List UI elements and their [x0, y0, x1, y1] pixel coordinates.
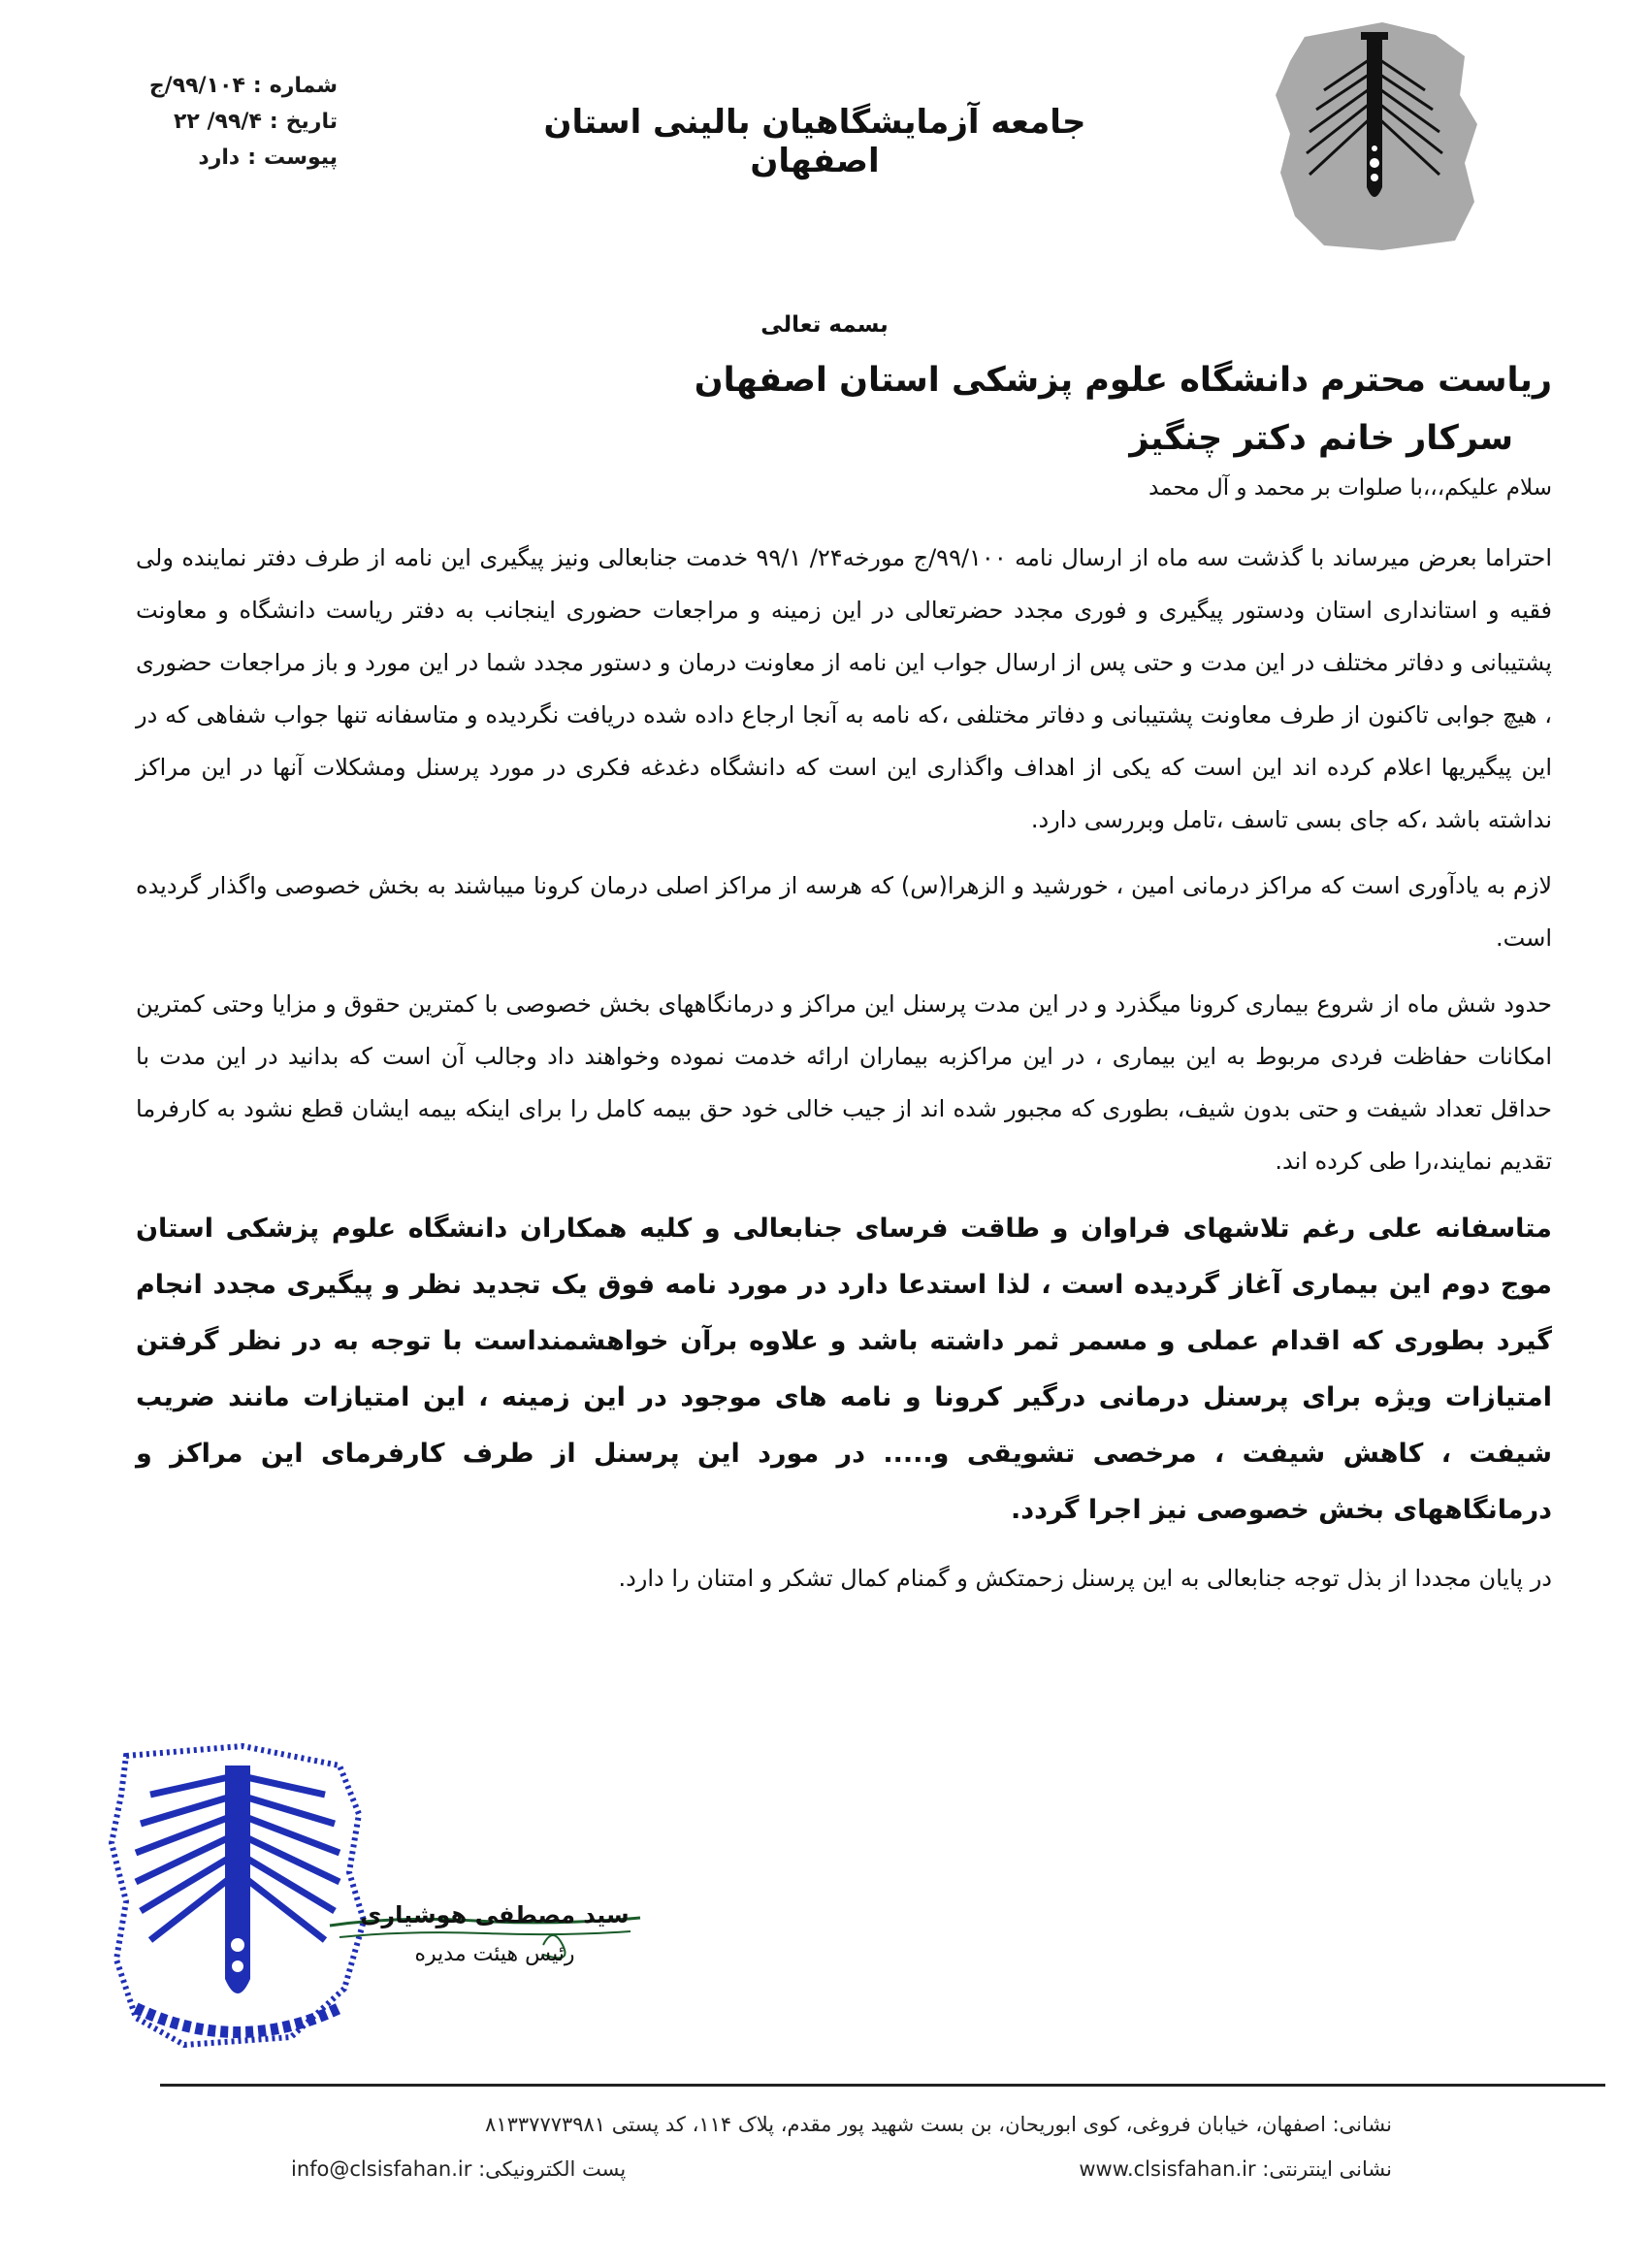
- addressee-line-1: ریاست محترم دانشگاه علوم پزشکی استان اصفهان: [694, 361, 1552, 400]
- footer-email: پست الکترونیکی: info@clsisfahan.ir: [291, 2157, 627, 2181]
- website-link[interactable]: www.clsisfahan.ir: [1079, 2157, 1256, 2181]
- closing-paragraph: در پایان مجددا از بذل توجه جنابعالی به این پرسنل زحمتکش و گمنام کمال تشکر و امتنان را دارد.: [618, 1565, 1552, 1592]
- organization-logo: [1266, 17, 1484, 255]
- letter-body: [136, 532, 1552, 1618]
- footer-website: نشانی اینترنتی: www.clsisfahan.ir: [1079, 2157, 1392, 2181]
- footer-contact-row: [291, 2150, 1392, 2188]
- letter-meta: [105, 68, 338, 176]
- footer-divider: [160, 2084, 1605, 2087]
- letter-date: تاریخ:۹۹/۴/ ۲۲: [173, 110, 338, 134]
- letter-attachment: پیوست:دارد: [198, 146, 338, 170]
- greeting: سلام علیکم،،،با صلوات بر محمد و آل محمد: [1148, 475, 1552, 501]
- letter-footer: [291, 2105, 1392, 2188]
- paragraph: احتراما بعرض میرساند با گذشت سه ماه از ارسال نامه ۹۹/۱۰۰/ج مورخه۲۴/ ۹۹/۱ خدمت جنابعالی ونیز پیگیری این نامه از طرف دفتر نماینده ولی فقیه و استانداری استان ودستور پیگیری و فوری مجدد حضرتعالی در این زمینه و مراجعات حضوری اینجانب به دفتر ریاست دانشگاه و معاونت پشتیبانی و دفاتر مختلف در این مدت و حتی پس از ارسال جواب این نامه از معاونت درمان و دستور مجدد شما در این مورد و باز مراجعات حضوری ، هیچ جوابی تاکنون از طرف معاونت پشتیبانی و دفاتر مختلفی ،که نامه به آنجا ارجاع داده شده دریافت نگردیده و متاسفانه تنها جواب شفاهی که در این پیگیریها اعلام کرده اند این است که یکی از اهداف واگذاری این است که دانشگاه دغدغه فکری در مورد پرسنل ومشکلات آنها در این مراکز نداشته باشد ،که جای بسی تاسف ،تامل وبررسی دارد.: [136, 544, 1553, 833]
- signer-title: رئیس هیئت مدیره: [414, 1942, 575, 1966]
- letter-number: شماره:۹۹/۱۰۴/ج: [148, 74, 338, 98]
- letter-date-value: ۹۹/۴/ ۲۲: [173, 110, 262, 134]
- paragraph: لازم به یادآوری است که مراکز درمانی امین ، خورشید و الزهرا(س) که هرسه از مراکز اصلی درمان کرونا میباشند به بخش خصوصی واگذار گردیده است.: [136, 872, 1552, 952]
- signer-name: سید مصطفی هوشیاری: [360, 1901, 630, 1928]
- footer-address: نشانی: اصفهان، خیابان فروغی، کوی ابوریحان، بن بست شهید پور مقدم، پلاک ۱۱۴، کد پستی ۸۱۳۳۷۷۷۳۹۸۱: [485, 2113, 1392, 2136]
- addressee-line-2: سرکار خانم دکتر چنگیز: [1129, 419, 1513, 458]
- organization-title: جامعه آزمایشگاهیان بالینی استان اصفهان: [543, 103, 1086, 180]
- logo-emblem-icon: [1266, 17, 1484, 255]
- bold-paragraph: متاسفانه علی رغم تلاشهای فراوان و طاقت فرسای جنابعالی و کلیه همکاران دانشگاه علوم پزشکی استان موج دوم این بیماری آغاز گردیده است ، لذا استدعا دارد در مورد نامه فوق یک تجدید نظر و پیگیری مجدد انجام گیرد بطوری که اقدام عملی و مسمر ثمر داشته باشد و علاوه برآن خواهشمنداست با توجه به در نظر گرفتن امتیازات ویژه برای پرسنل درمانی درگیر کرونا و نامه های موجود در این زمینه ، این امتیازات مانند ضریب شیفت ، کاهش شیفت ، مرخصی تشویقی و..... در مورد این پرسنل از طرف کارفرمای این مراکز و درمانگاههای بخش خصوصی نیز اجرا گردد.: [136, 1214, 1552, 1525]
- besmeh: بسمه تعالی: [760, 312, 889, 338]
- letter-number-value: ۹۹/۱۰۴/ج: [148, 74, 245, 98]
- signature-block: [320, 1901, 669, 1966]
- addressee-block: [679, 351, 1552, 468]
- paragraph: حدود شش ماه از شروع بیماری کرونا میگذرد و در این مدت پرسنل این مراکز و درمانگاههای بخش خصوصی با کمترین حقوق و مزایا وحتی کمترین امکانات حفاظت فردی مربوط به این بیماری ، در این مراکزبه بیماران ارائه خدمت نموده وخواهند داد وجالب آن است که بدانید در این مدت با حداقل تعداد شیفت و حتی بدون شیف، بطوری که مجبور شده اند از جیب خالی خود حق بیمه کامل را برای اینکه بیمه ایشان قطع نشود به کارفرما تقدیم نمایند،را طی کرده اند.: [136, 990, 1552, 1175]
- letter-attachment-value: دارد: [198, 146, 241, 170]
- email-link[interactable]: info@clsisfahan.ir: [291, 2157, 472, 2181]
